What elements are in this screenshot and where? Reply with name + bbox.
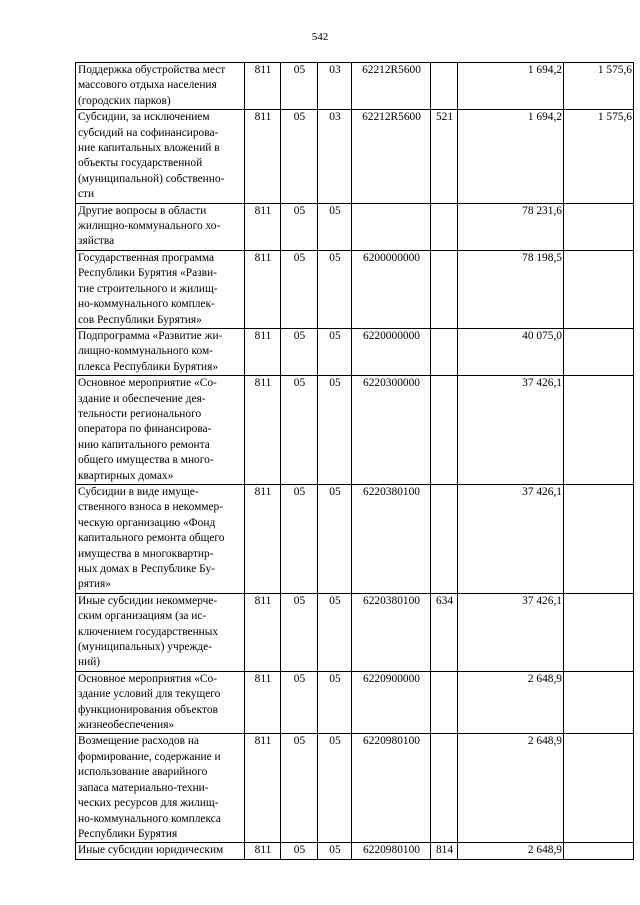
cell-target-article: 6220980100 [352,843,431,859]
item-name-line: сов Республики Бурятия» [78,313,202,326]
cell-target-article: 62212R5600 [352,63,431,110]
cell-item-name [76,843,245,859]
item-name-line: плекса Республики Бурятия» [78,360,219,373]
cell-subsection-code: 05 [318,843,352,859]
cell-target-article: 6220380100 [352,593,431,671]
item-name-line: субсидий на софинансирова- [78,126,219,139]
cell-amount-1: 78 231,6 [458,203,564,250]
item-name-line: Другие вопросы в области [78,204,207,217]
cell-item-name [76,376,245,485]
table-row [76,203,634,250]
cell-amount-2 [564,593,634,671]
cell-ministry-code: 811 [245,843,281,859]
item-name-line: функционирования объектов [78,703,218,716]
cell-expense-type: 814 [431,843,458,859]
item-name-line: объекты государственной [78,157,203,170]
cell-target-article: 6220900000 [352,671,431,734]
cell-ministry-code: 811 [245,376,281,485]
item-name-line: ний) [78,656,101,669]
cell-section-code: 05 [281,203,318,250]
item-name-line: Поддержка обустройства мест [78,64,226,76]
table-row [76,376,634,485]
item-name-line: формирование, содержание и [78,750,221,763]
cell-expense-type [431,734,458,843]
cell-ministry-code: 811 [245,203,281,250]
cell-amount-2 [564,203,634,250]
cell-amount-1: 37 426,1 [458,593,564,671]
cell-target-article: 6200000000 [352,250,431,328]
cell-ministry-code: 811 [245,328,281,375]
item-name-line: капитального ремонта общего [78,532,225,545]
table-row [76,63,634,110]
cell-amount-2 [564,376,634,485]
item-name-line: Основное мероприятие «Со- [78,377,217,390]
item-name-line: оператора по финансирова- [78,423,212,436]
cell-section-code: 05 [281,593,318,671]
cell-amount-2 [564,843,634,859]
cell-expense-type [431,203,458,250]
cell-section-code: 05 [281,250,318,328]
cell-expense-type [431,328,458,375]
cell-subsection-code: 05 [318,671,352,734]
budget-table [75,62,634,860]
cell-expense-type [431,63,458,110]
item-name-line: сти [78,188,95,201]
cell-item-name [76,671,245,734]
item-name-line: рятия» [78,578,111,591]
cell-subsection-code: 05 [318,250,352,328]
cell-amount-2: 1 575,6 [564,110,634,203]
item-name-line: тие строительного и жилищ- [78,282,218,295]
cell-section-code: 05 [281,63,318,110]
item-name-line: зяйства [78,235,115,248]
cell-ministry-code: 811 [245,250,281,328]
item-name-line: лищно-коммунального ком- [78,345,213,358]
table-row [76,843,634,859]
cell-ministry-code: 811 [245,593,281,671]
cell-ministry-code: 811 [245,671,281,734]
cell-item-name [76,110,245,203]
cell-subsection-code: 03 [318,63,352,110]
item-name-line: жизнеобеспечения» [78,719,175,732]
cell-target-article: 62212R5600 [352,110,431,203]
item-name-line: Субсидии, за исключением [78,111,210,124]
cell-section-code: 05 [281,843,318,859]
table-row [76,734,634,843]
cell-ministry-code: 811 [245,484,281,593]
cell-amount-1: 1 694,2 [458,110,564,203]
cell-amount-1: 2 648,9 [458,671,564,734]
cell-item-name [76,63,245,110]
cell-subsection-code: 03 [318,110,352,203]
cell-section-code: 05 [281,376,318,485]
item-name-line: Иные субсидии некоммерче- [78,594,218,607]
item-name-line: Республики Бурятия «Разви- [78,267,217,280]
cell-section-code: 05 [281,671,318,734]
item-name-line: Субсидии в виде имуще- [78,485,199,498]
cell-subsection-code: 05 [318,203,352,250]
cell-amount-2 [564,671,634,734]
cell-section-code: 05 [281,110,318,203]
item-name-line: тельности регионального [78,407,202,420]
item-name-line: Основное мероприятия «Со- [78,672,218,685]
item-name-line: использование аварийного [78,766,208,779]
item-name-line: ческую организацию «Фонд [78,516,216,529]
item-name-line: но-коммунального комплекса [78,812,221,825]
cell-target-article: 6220380100 [352,484,431,593]
table-row [76,593,634,671]
item-name-line: Государственная программа [78,251,215,264]
cell-amount-1: 2 648,9 [458,843,564,859]
cell-target-article: 6220000000 [352,328,431,375]
item-name-line: ским организациям (за ис- [78,610,207,623]
cell-item-name [76,484,245,593]
cell-section-code: 05 [281,484,318,593]
cell-ministry-code: 811 [245,110,281,203]
item-name-line: (муниципальных) учрежде- [78,641,212,654]
cell-expense-type: 521 [431,110,458,203]
cell-amount-2 [564,328,634,375]
item-name-line: (городских парков) [78,94,171,107]
cell-subsection-code: 05 [318,734,352,843]
item-name-line: здание и обеспечение дея- [78,392,206,405]
cell-subsection-code: 05 [318,484,352,593]
item-name-line: ственного взноса в некоммер- [78,501,224,514]
cell-section-code: 05 [281,734,318,843]
table-row [76,484,634,593]
item-name-line: Иные субсидии юридическим [78,844,224,857]
cell-amount-2 [564,734,634,843]
cell-item-name [76,203,245,250]
cell-amount-1: 78 198,5 [458,250,564,328]
item-name-line: ние капитальных вложений в [78,142,220,155]
item-name-line: ных домах в Республике Бу- [78,563,215,575]
cell-amount-1: 40 075,0 [458,328,564,375]
cell-ministry-code: 811 [245,63,281,110]
item-name-line: Подпрограмма «Развитие жи- [78,329,223,342]
item-name-line: нию капитального ремонта [78,438,210,451]
cell-amount-1: 37 426,1 [458,484,564,593]
cell-item-name [76,328,245,375]
cell-amount-2: 1 575,6 [564,63,634,110]
cell-amount-2 [564,250,634,328]
cell-target-article: 6220300000 [352,376,431,485]
table-row [76,250,634,328]
item-name-line: здание условий для текущего [78,688,221,701]
cell-expense-type [431,484,458,593]
cell-amount-1: 1 694,2 [458,63,564,110]
table-row [76,671,634,734]
item-name-line: ключением государственных [78,625,219,638]
cell-target-article: 6220980100 [352,734,431,843]
item-name-line: но-коммунального комплек- [78,298,215,311]
item-name-line: общего имущества в много- [78,454,214,467]
cell-item-name [76,734,245,843]
cell-expense-type: 634 [431,593,458,671]
cell-expense-type [431,376,458,485]
item-name-line: массового отдыха населения [78,79,217,92]
cell-expense-type [431,671,458,734]
cell-section-code: 05 [281,328,318,375]
item-name-line: жилищно-коммунального хо- [78,220,221,233]
cell-amount-2 [564,484,634,593]
item-name-line: имущества в многоквартир- [78,547,214,560]
cell-item-name [76,250,245,328]
cell-ministry-code: 811 [245,734,281,843]
table-row [76,110,634,203]
table-row [76,328,634,375]
cell-subsection-code: 05 [318,328,352,375]
cell-expense-type [431,250,458,328]
cell-subsection-code: 05 [318,376,352,485]
item-name-line: (муниципальной) собственно- [78,172,225,185]
cell-amount-1: 2 648,9 [458,734,564,843]
cell-subsection-code: 05 [318,593,352,671]
item-name-line: Возмещение расходов на [78,735,199,748]
item-name-line: Республики Бурятия [78,827,178,840]
item-name-line: ческих ресурсов для жилищ- [78,797,219,810]
cell-target-article [352,203,431,250]
page-number: 542 [311,31,329,43]
cell-amount-1: 37 426,1 [458,376,564,485]
cell-item-name [76,593,245,671]
item-name-line: запаса материально-техни- [78,781,209,794]
item-name-line: квартирных домах» [78,469,174,482]
